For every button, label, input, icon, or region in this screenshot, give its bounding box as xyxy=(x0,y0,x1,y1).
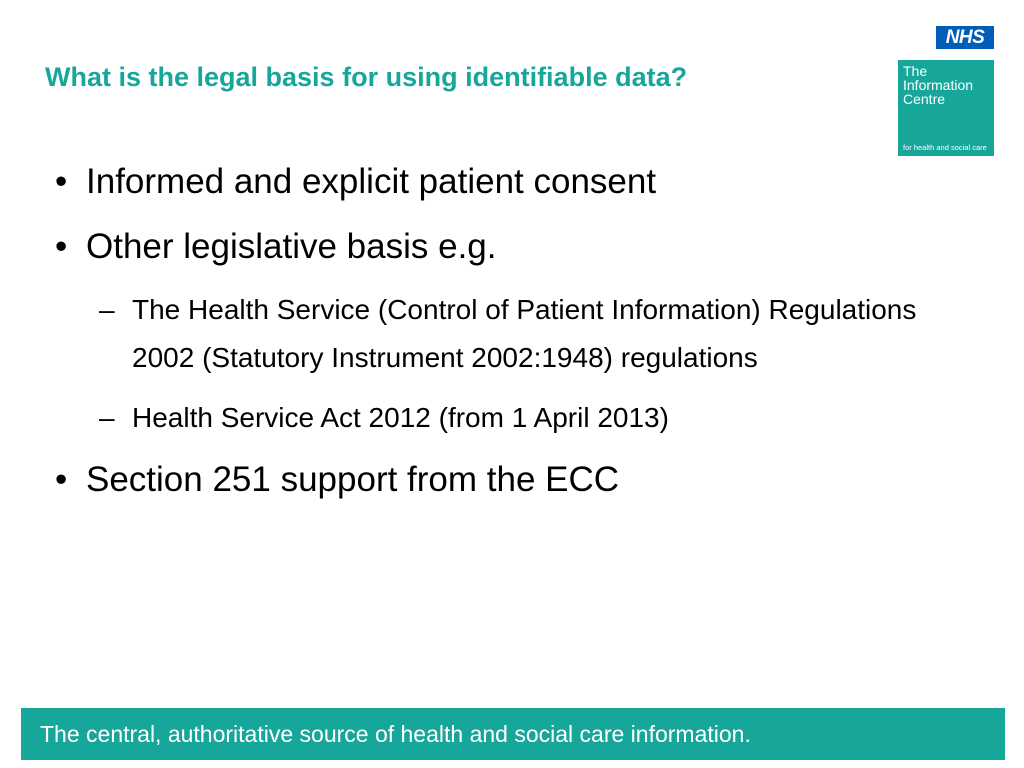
bullet-item xyxy=(55,223,975,271)
ic-name-line-1: The xyxy=(903,63,928,79)
sub-bullet-text: The Health Service (Control of Patient Information) Regulations 2002 (Statutory Instrument 2002:1948) regulations xyxy=(132,294,917,373)
sub-bullet-marker: – xyxy=(99,402,115,433)
information-centre-logo xyxy=(898,60,994,156)
bullet-text: Section 251 support from the ECC xyxy=(86,460,620,499)
bullet-marker: • xyxy=(55,227,68,266)
bullet-list xyxy=(55,158,975,521)
sub-bullet-item xyxy=(55,286,975,382)
information-centre-tagline: for health and social care xyxy=(903,143,987,152)
slide-title: What is the legal basis for using identifiable data? xyxy=(45,62,688,92)
sub-bullet-marker: – xyxy=(99,294,115,325)
bullet-marker: • xyxy=(55,162,68,201)
bullet-item xyxy=(55,158,975,206)
ic-name-line-3: Centre xyxy=(903,91,946,107)
bullet-item xyxy=(55,456,975,504)
sub-bullet-item xyxy=(55,394,975,442)
sub-bullet-text: Health Service Act 2012 (from 1 April 2013) xyxy=(132,402,669,433)
bullet-text: Other legislative basis e.g. xyxy=(86,227,497,266)
bullet-marker: • xyxy=(55,460,68,499)
bullet-text: Informed and explicit patient consent xyxy=(86,162,657,201)
footer-banner: The central, authoritative source of health and social care information. xyxy=(21,708,1005,760)
ic-name-line-2: Information xyxy=(903,77,974,93)
nhs-logo: NHS xyxy=(936,26,994,49)
information-centre-name xyxy=(903,64,990,106)
